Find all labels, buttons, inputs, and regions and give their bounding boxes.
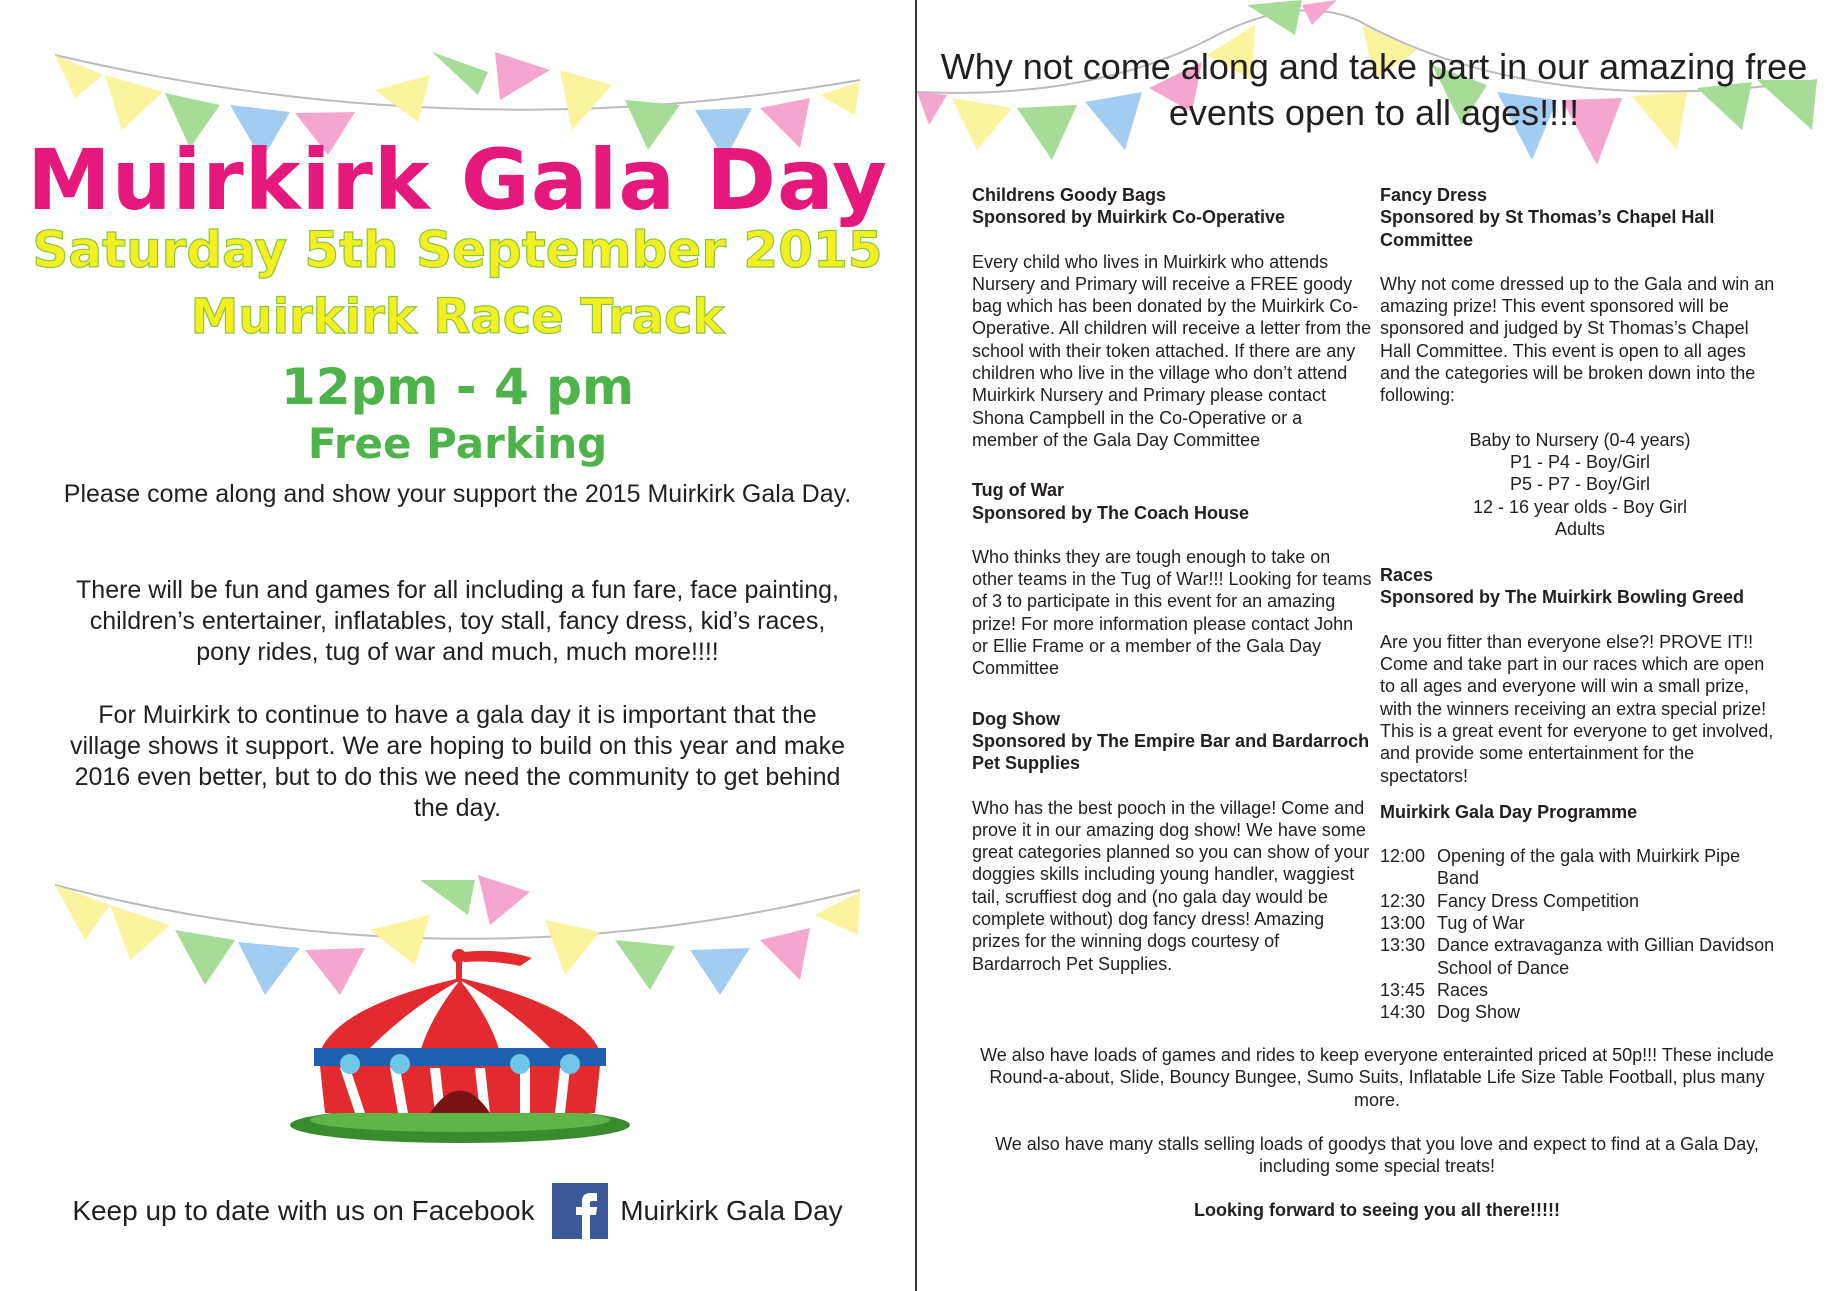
programme-time: 13:45 (1380, 979, 1426, 1000)
list-item (1380, 845, 1780, 890)
gala-venue: Muirkirk Race Track (190, 289, 725, 345)
facebook-page-name[interactable]: Muirkirk Gala Day (620, 1195, 843, 1226)
list-item (1380, 912, 1780, 934)
list-item: Adults (1554, 518, 1606, 539)
programme-desc: Dance extravaganza with Gillian Davidson School of Dance (1437, 935, 1775, 978)
event-dog-show (972, 708, 1372, 975)
event-races (1380, 564, 1780, 787)
stalls-paragraph: We also have many stalls selling loads of goodys that you love and expect to find at a Gala Day, including some special treats! (995, 1133, 1759, 1177)
events-column-right (1380, 184, 1780, 1024)
facebook-icon[interactable] (552, 1183, 608, 1239)
flyer-front-page (0, 0, 915, 1291)
list-item: 12 - 16 year olds - Boy Girl (1472, 496, 1688, 517)
programme-time: 13:30 (1380, 935, 1426, 956)
event-description: Why not come dressed up to the Gala and win an amazing prize! This event sponsored will be sponsored and judged by St Thomas’s Chapel Hall Committee. This event is open to all ages and the categories will be broken down into the following: (1380, 273, 1775, 406)
event-goody-bags (972, 184, 1372, 451)
support-paragraph: Please come along and show your support the 2015 Muirkirk Gala Day. (63, 480, 852, 508)
event-title: Dog Show (972, 708, 1060, 729)
facebook-row (0, 1183, 915, 1241)
games-paragraph: We also have loads of games and rides to keep everyone enterainted priced at 50p!!! These include Round-a-about, Slide, Bouncy Bungee, Sumo Suits, Inflatable Life Size Table Football, plus many more. (980, 1045, 1774, 1110)
list-item: P5 - P7 - Boy/Girl (1509, 474, 1651, 495)
programme-desc: Races (1437, 979, 1489, 1000)
closing-line: Looking forward to seeing you all there!!!!! (1193, 1200, 1560, 1221)
programme-time: 12:30 (1380, 890, 1426, 911)
event-tug-of-war (972, 479, 1372, 679)
bottom-notes (972, 1044, 1782, 1244)
list-item (1380, 979, 1780, 1001)
flyer-back-page (917, 0, 1831, 1291)
event-description: Who has the best pooch in the village! Come and prove it in our amazing dog show! We have some great categories planned so you can show of your doggies skills including young handler, waggiest tail, scruffiest dog and (no gala day would be complete without) dog fancy dress! Amazing prizes for the winning dogs courtesy of Bardarroch Pet Supplies. (972, 797, 1370, 974)
programme (1380, 801, 1780, 1024)
activities-paragraph: There will be fun and games for all including a fun fare, face painting, children’s entertainer, inflatables, toy stall, fancy dress, kid’s races, pony rides, tug of war and much, much more!!!! (76, 576, 839, 666)
event-description: Who thinks they are tough enough to take on other teams in the Tug of War!!! Looking for teams of 3 to participate in this event for an amazing prize! For more information please contact John or Ellie Frame or a member of the Gala Day Committee (972, 546, 1372, 679)
event-sponsor: Sponsored by St Thomas’s Chapel Hall Committee (1380, 207, 1715, 250)
event-description: Every child who lives in Muirkirk who attends Nursery and Primary will receive a FREE goody bag which has been donated by the Muirkirk Co-Operative. All children will receive a letter from the school with their token attached. If there are any children who live in the village who don’t attend Muirkirk Nursery and Primary please contact Shona Campbell in the Co-Operative or a member of the Gala Day Committee (972, 251, 1372, 450)
programme-time: 13:00 (1380, 913, 1426, 934)
event-sponsor: Sponsored by The Muirkirk Bowling Greed (1380, 587, 1745, 608)
event-title: Childrens Goody Bags (972, 185, 1167, 205)
events-column-left (972, 184, 1372, 1003)
programme-time: 12:00 (1380, 846, 1426, 867)
list-item (1380, 890, 1780, 912)
programme-time: 14:30 (1380, 1002, 1426, 1023)
list-item: Baby to Nursery (0-4 years) (1469, 429, 1691, 450)
event-title: Tug of War (972, 480, 1064, 501)
gala-date: Saturday 5th September 2015 (32, 221, 883, 279)
facebook-prefix: Keep up to date with us on Facebook (72, 1195, 535, 1226)
free-parking: Free Parking (307, 419, 608, 468)
programme-title: Muirkirk Gala Day Programme (1380, 801, 1638, 822)
community-paragraph: For Muirkirk to continue to have a gala day it is important that the village shows it support. We are hoping to build on this year and make 2016 even better, but to do this we need the community to get behind the day. (70, 701, 845, 822)
event-title: Fancy Dress (1380, 185, 1488, 205)
event-sponsor: Sponsored by The Empire Bar and Bardarroch Pet Supplies (972, 730, 1370, 774)
event-sponsor: Sponsored by Muirkirk Co-Operative (972, 207, 1286, 228)
list-item: P1 - P4 - Boy/Girl (1509, 451, 1651, 472)
gala-title: Muirkirk Gala Day (27, 131, 888, 229)
programme-desc: Dog Show (1437, 1002, 1521, 1023)
list-item (1380, 934, 1780, 979)
event-sponsor: Sponsored by The Coach House (972, 502, 1250, 523)
programme-desc: Fancy Dress Competition (1437, 890, 1640, 911)
circus-tent-icon (270, 948, 650, 1148)
events-heading: Why not come along and take part in our amazing free events open to all ages!!!! (940, 46, 1808, 133)
fancy-dress-categories (1380, 429, 1780, 540)
event-title: Races (1380, 565, 1434, 586)
programme-desc: Opening of the gala with Muirkirk Pipe Band (1437, 846, 1741, 889)
list-item (1380, 1001, 1780, 1023)
event-fancy-dress (1380, 184, 1780, 540)
programme-desc: Tug of War (1437, 913, 1525, 934)
gala-time: 12pm - 4 pm (280, 358, 635, 416)
event-description: Are you fitter than everyone else?! PROVE IT!! Come and take part in our races which are open to all ages and everyone will win a small prize, with the winners receiving an extra special prize! This is a great event for everyone to get involved, and provide some entertainment for the spectators! (1380, 631, 1774, 786)
